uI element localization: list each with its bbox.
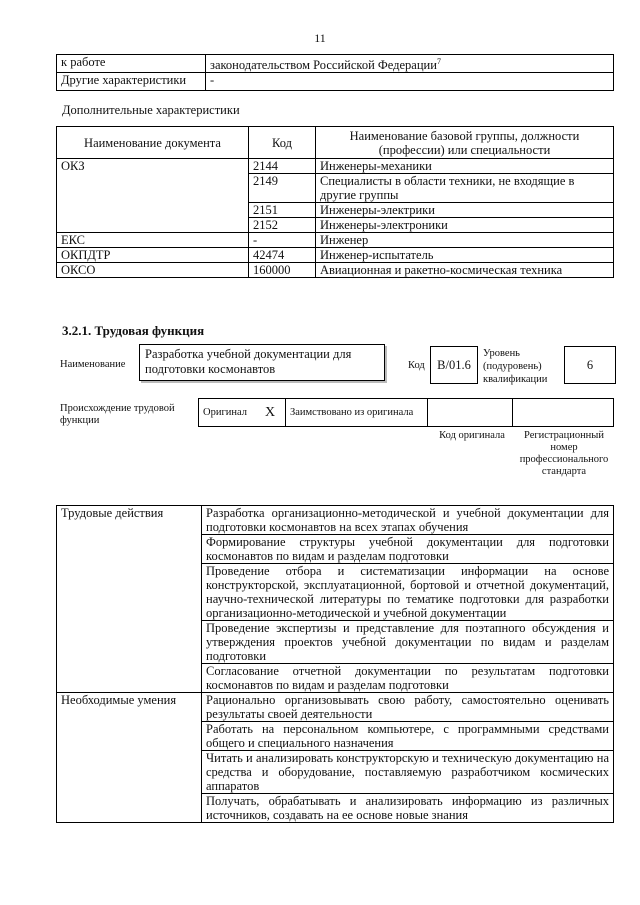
doc-cell: ЕКС xyxy=(57,233,249,248)
duty-item: Проведение отбора и систематизации информации на основе конструкторской, эксплуатационной, бортовой и отчетной документаций, научно-технической литературы по тематике подготовки для разработки организационно-методической и учебной документации xyxy=(202,564,614,621)
table-row xyxy=(57,506,614,535)
origin-label: Происхождение трудовой функции xyxy=(60,403,175,426)
code-cell: 42474 xyxy=(249,248,316,263)
code-cell: 2144 xyxy=(249,159,316,174)
header-code: Код xyxy=(249,127,316,159)
table-row xyxy=(57,55,614,73)
duties-table xyxy=(56,505,614,823)
duty-item: Формирование структуры учебной документации для подготовки космонавтов по видам и разделам подготовки xyxy=(202,535,614,564)
table-row xyxy=(57,159,614,174)
row-value xyxy=(206,55,614,73)
additional-heading: Дополнительные характеристики xyxy=(62,103,240,117)
name-cell: Специалисты в области техники, не входящие в другие группы xyxy=(316,174,614,203)
table-row xyxy=(57,248,614,263)
duty-item: Согласование отчетной документации по результатам подготовки космонавтов по видам и разделам подготовки xyxy=(202,664,614,693)
duty-item: Проведение экспертизы и представление для поэтапного обсуждения и утверждения проектов учебной документации по видам и разделам подготовки xyxy=(202,621,614,664)
doc-okz: ОКЗ xyxy=(57,159,249,233)
function-heading: 3.2.1. Трудовая функция xyxy=(62,323,205,338)
header-doc: Наименование документа xyxy=(57,127,249,159)
row-label: Другие характеристики xyxy=(57,73,206,91)
duty-item: Разработка организационно-методической и учебной документации для подготовки космонавтов на всех этапах обучения xyxy=(202,506,614,535)
code-cell: - xyxy=(249,233,316,248)
skill-item: Работать на персональном компьютере, с программными средствами общего и специального назначения xyxy=(202,722,614,751)
table-row xyxy=(199,399,614,427)
name-cell: Инженеры-электрики xyxy=(316,203,614,218)
original-mark: X xyxy=(255,399,286,427)
code-label: Код xyxy=(408,360,425,371)
row-label: к работе xyxy=(57,55,206,73)
name-cell: Инженер-испытатель xyxy=(316,248,614,263)
skill-item: Читать и анализировать конструкторскую и техническую документацию на средства и оборудование, поставляемую разработчиком космических аппаратов xyxy=(202,751,614,794)
section-label-duties: Трудовые действия xyxy=(57,506,202,693)
name-label: Наименование xyxy=(60,359,126,370)
table-row xyxy=(57,73,614,91)
code-cell: 2149 xyxy=(249,174,316,203)
name-cell: Авиационная и ракетно-космическая техника xyxy=(316,263,614,278)
original-label: Оригинал xyxy=(199,399,256,427)
page-number: 11 xyxy=(314,31,326,45)
skill-item: Получать, обрабатывать и анализировать информацию из различных источников, создавать на ее основе новые знания xyxy=(202,794,614,823)
code-caption: Код оригинала xyxy=(439,430,505,441)
row-value: - xyxy=(206,73,614,91)
table-header-row xyxy=(57,127,614,159)
level-field: 6 xyxy=(564,346,616,384)
code-cell: 2151 xyxy=(249,203,316,218)
section-label-skills: Необходимые умения xyxy=(57,693,202,823)
table-row xyxy=(57,263,614,278)
name-cell: Инженер xyxy=(316,233,614,248)
level-label: Уровень (подуровень) квалификации xyxy=(483,348,548,385)
origin-table xyxy=(198,398,614,427)
table-row xyxy=(57,233,614,248)
footnote-mark: 7 xyxy=(436,57,441,66)
code-cell: 2152 xyxy=(249,218,316,233)
code-cell: 160000 xyxy=(249,263,316,278)
table-row xyxy=(57,693,614,722)
row-value-text: законодательством Российской Федерации xyxy=(210,58,437,73)
header-name: Наименование базовой группы, должности (профессии) или специальности xyxy=(316,127,614,159)
reg-number-cell xyxy=(513,399,614,427)
doc-cell: ОКСО xyxy=(57,263,249,278)
skill-item: Рационально организовывать свою работу, самостоятельно оценивать результаты своей деятельности xyxy=(202,693,614,722)
top-table xyxy=(56,54,614,91)
additional-table xyxy=(56,126,614,278)
function-code-field: B/01.6 xyxy=(430,346,478,384)
name-cell: Инженеры-механики xyxy=(316,159,614,174)
name-cell: Инженеры-электроники xyxy=(316,218,614,233)
function-name-field: Разработка учебной документации для подготовки космонавтов xyxy=(139,344,385,381)
borrowed-label: Заимствовано из оригинала xyxy=(286,399,428,427)
reg-caption: Регистрационный номер профессионального стандарта xyxy=(519,430,609,477)
doc-cell: ОКПДТР xyxy=(57,248,249,263)
original-code-cell xyxy=(428,399,513,427)
